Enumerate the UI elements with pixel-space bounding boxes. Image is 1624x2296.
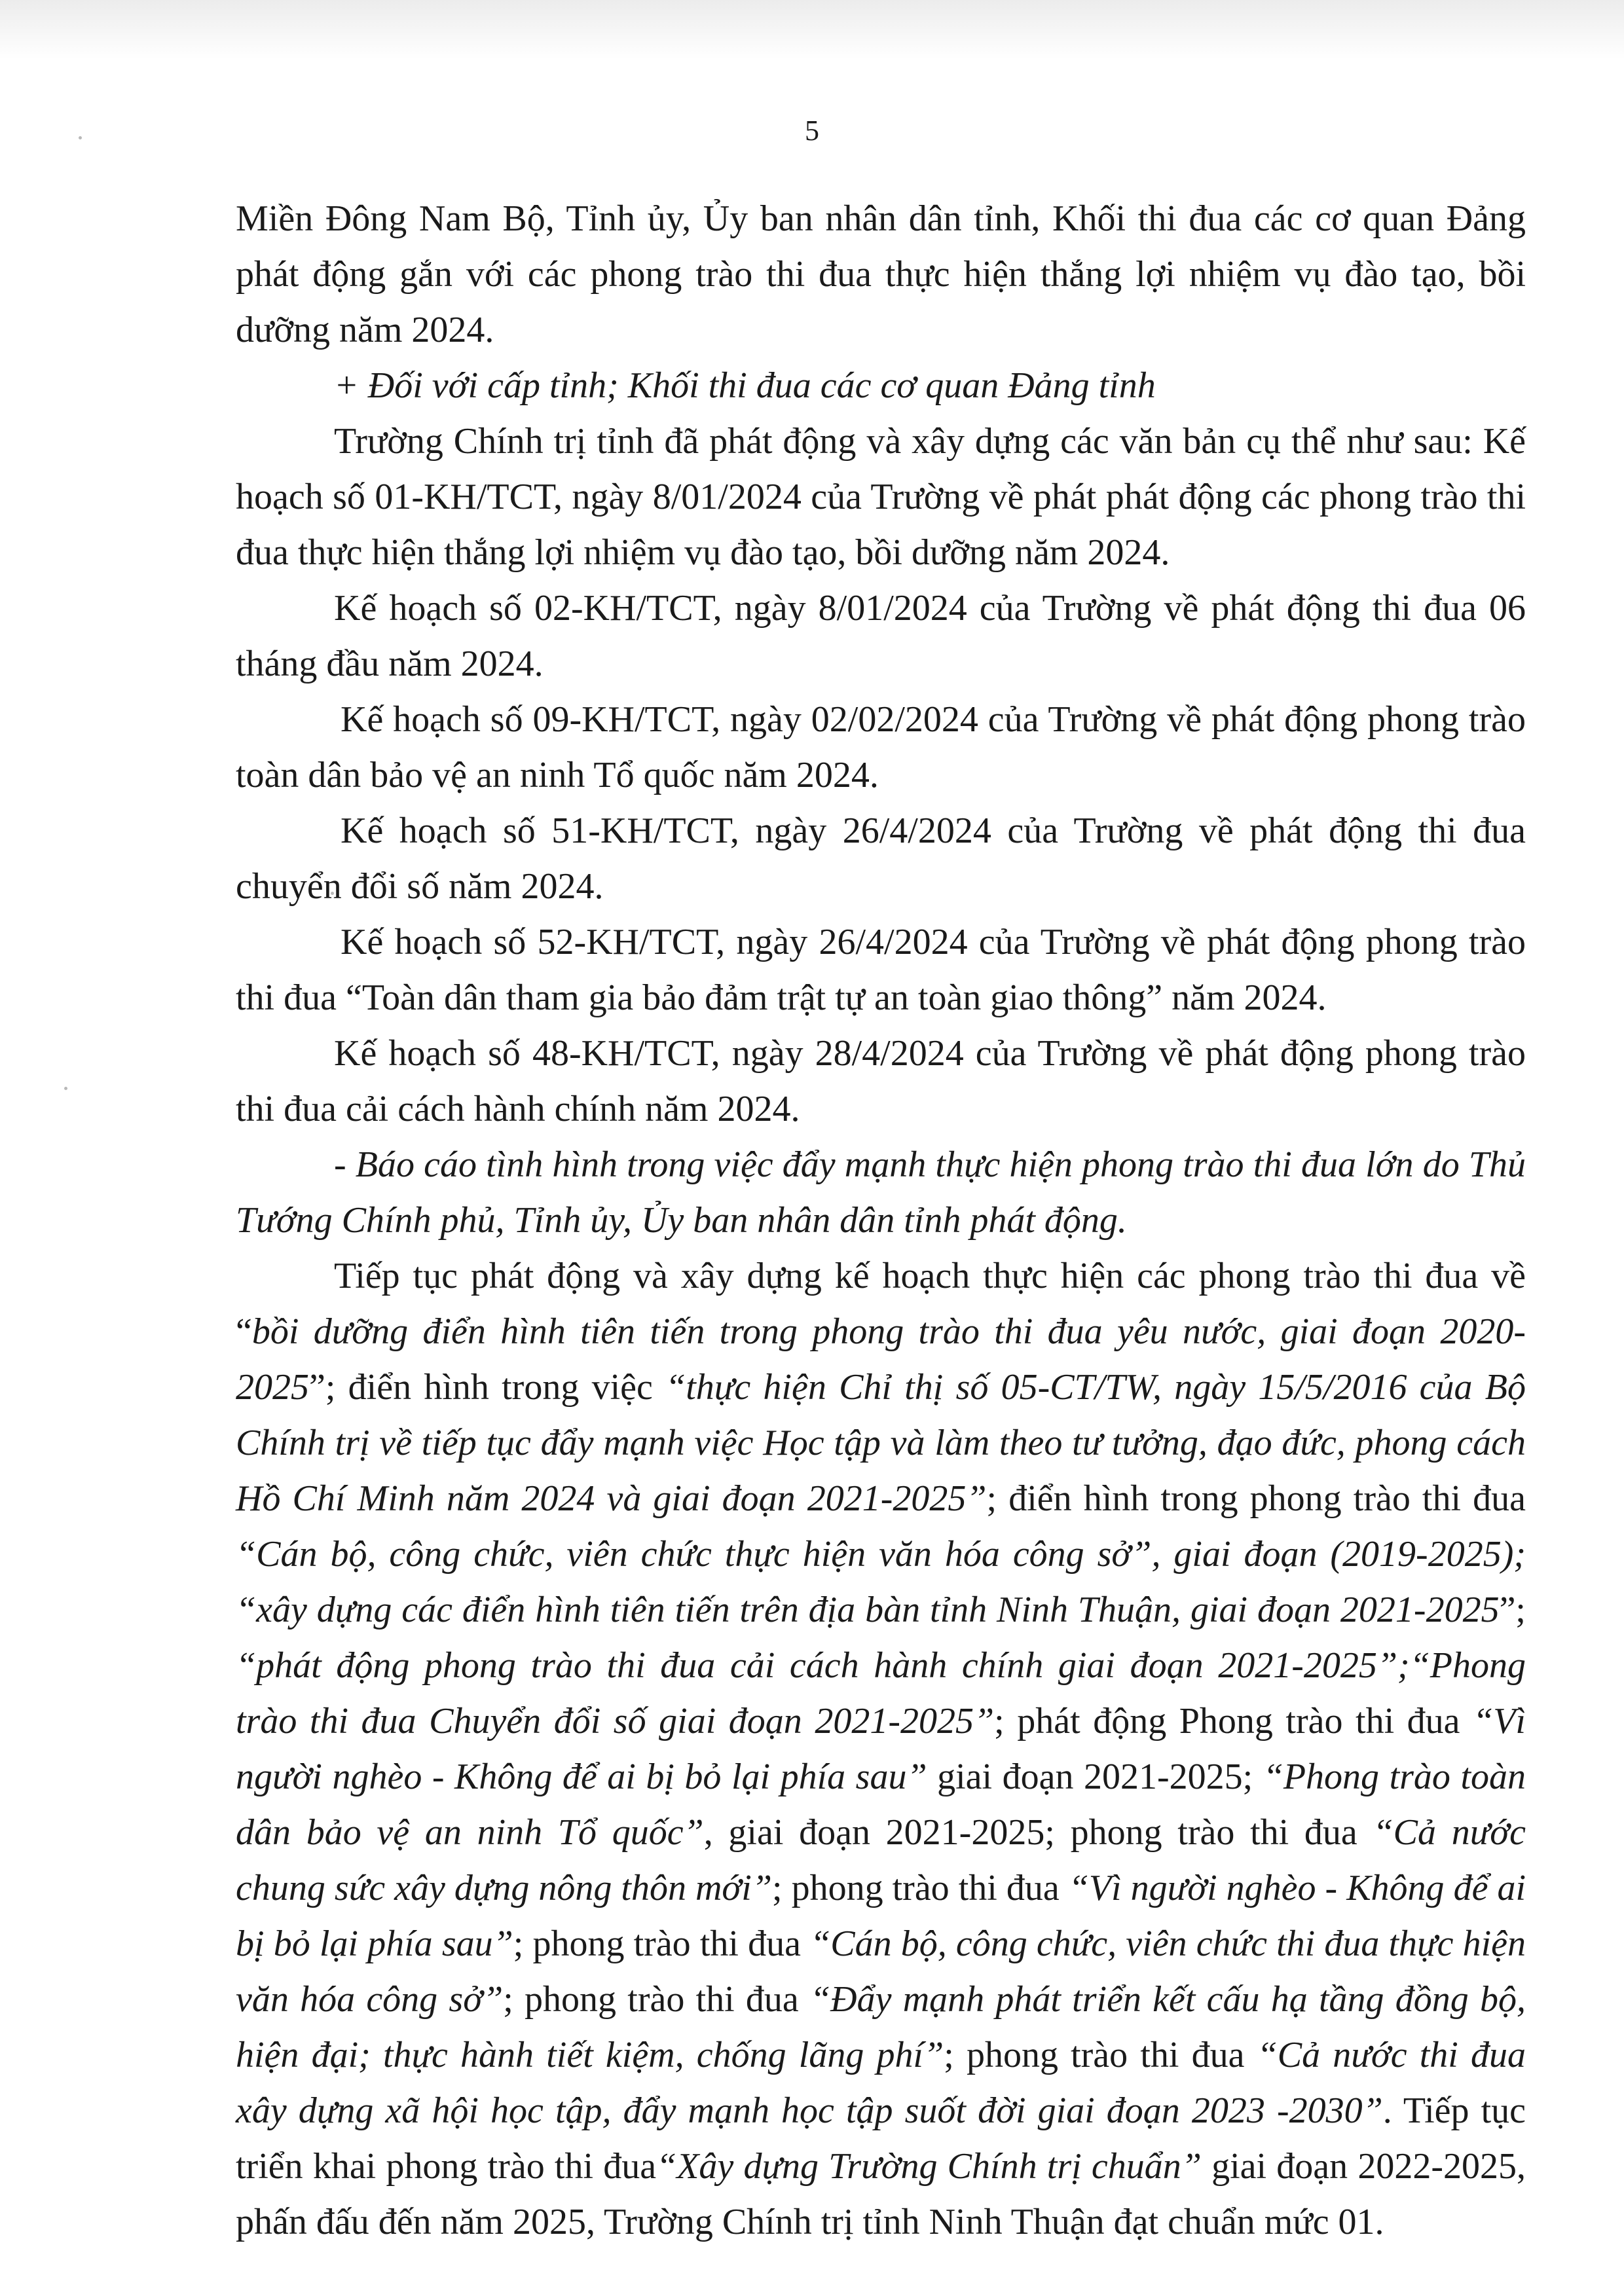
text-run: “Xây dựng Trường Chính trị chuẩn”	[656, 2146, 1202, 2187]
section-heading: + Đối với cấp tỉnh; Khối thi đua các cơ quan Đảng tỉnh	[334, 365, 1156, 406]
text-run: . Tiếp tục triển khai phong trào thi đua	[236, 2090, 1526, 2187]
paragraph: Kế hoạch số 51-KH/TCT, ngày 26/4/2024 của Trường về phát động thi đua chuyển đổi số năm 2024.	[236, 811, 1526, 907]
text-run: Tiếp tục phát động và xây dựng kế hoạch thực hiện các phong trào thi đua về “	[236, 1256, 1526, 1352]
text-run: ; phong trào thi đua	[944, 2035, 1257, 2075]
text-run: “Cả nước thi đua xây dựng xã hội học tập, đẩy mạnh học tập suốt đời giai đoạn 2023 -2030”	[236, 2035, 1526, 2131]
paragraph: Miền Đông Nam Bộ, Tỉnh ủy, Ủy ban nhân dân tỉnh, Khối thi đua các cơ quan Đảng phát động gắn với các phong trào thi đua thực hiện thắng lợi nhiệm vụ đào tạo, bồi dưỡng năm 2024.	[236, 198, 1526, 350]
text-run: ; phát động Phong trào thi đua	[994, 1701, 1473, 1741]
text-run: “Đẩy mạnh phát triển kết cấu hạ tầng đồng bộ, hiện đại; thực hành tiết kiệm, chống lãng phí”	[236, 1979, 1526, 2075]
section-heading: - Báo cáo tình hình trong việc đẩy mạnh thực hiện phong trào thi đua lớn do Thủ Tướng Chính phủ, Tỉnh ủy, Ủy ban nhân dân tỉnh phát động.	[236, 1144, 1526, 1241]
text-run: ; phong trào thi đua	[513, 1923, 811, 1964]
text-run: ; phong trào thi đua	[503, 1979, 811, 2020]
text-run: ”; điển hình trong việc	[309, 1367, 666, 1408]
text-run: giai đoạn 2022-2025, phấn đấu đến năm 2025, Trường Chính trị tỉnh Ninh Thuận đạt chuẩn mức 01.	[236, 2146, 1526, 2242]
text-run: “Cán bộ, công chức, viên chức thực hiện văn hóa công sở”, giai đoạn (2019-2025); “xây dựng các điển hình tiên tiến trên địa bàn tỉnh Ninh Thuận, giai đoạn 2021-2025	[236, 1534, 1526, 1630]
text-run: “thực hiện Chỉ thị số 05-CT/TW, ngày 15/5/2016 của Bộ Chính trị về tiếp tục đẩy mạnh việc Học tập và làm theo tư tưởng, đạo đức, phong cách Hồ Chí Minh năm 2024 và giai đoạn 2021-2025”	[236, 1367, 1526, 1519]
paragraph: Trường Chính trị tỉnh đã phát động và xây dựng các văn bản cụ thể như sau: Kế hoạch số 01-KH/TCT, ngày 8/01/2024 của Trường về phát phát động các phong trào thi đua thực hiện thắng lợi nhiệm vụ đào tạo, bồi dưỡng năm 2024.	[236, 421, 1526, 573]
text-run: ; điển hình trong phong trào thi đua	[986, 1478, 1526, 1519]
paragraph: Kế hoạch số 09-KH/TCT, ngày 02/02/2024 của Trường về phát động phong trào toàn dân bảo vệ an ninh Tổ quốc năm 2024.	[236, 699, 1526, 795]
text-run: “Vì người nghèo - Không để ai bị bỏ lại phía sau”	[236, 1701, 1526, 1797]
text-run: “Phong trào toàn dân bảo vệ an ninh Tổ quốc”	[236, 1757, 1526, 1853]
text-run: “phát động phong trào thi đua cải cách hành chính giai đoạn 2021-2025”;“Phong trào thi đua Chuyển đổi số giai đoạn 2021-2025”	[236, 1645, 1526, 1741]
paragraph: Kế hoạch số 52-KH/TCT, ngày 26/4/2024 của Trường về phát động phong trào thi đua “Toàn dân tham gia bảo đảm trật tự an toàn giao thông” năm 2024.	[236, 922, 1526, 1018]
paragraph: Kế hoạch số 02-KH/TCT, ngày 8/01/2024 của Trường về phát động thi đua 06 tháng đầu năm 2024.	[236, 588, 1526, 684]
text-run: , giai đoạn 2021-2025; phong trào thi đua	[703, 1812, 1373, 1853]
text-run: “Vì người nghèo - Không để ai bị bỏ lại phía sau”	[236, 1868, 1526, 1964]
page-number: 5	[805, 115, 819, 147]
text-run: “Cả nước chung sức xây dựng nông thôn mới”	[236, 1812, 1526, 1908]
document-body	[236, 191, 1526, 2250]
text-run: ”;	[1499, 1590, 1526, 1630]
text-run: giai đoạn 2021-2025;	[927, 1757, 1263, 1797]
paragraph: Kế hoạch số 48-KH/TCT, ngày 28/4/2024 của Trường về phát động phong trào thi đua cải cách hành chính năm 2024.	[236, 1033, 1526, 1129]
text-run: ; phong trào thi đua	[772, 1868, 1069, 1908]
text-run: “Cán bộ, công chức, viên chức thi đua thực hiện văn hóa công sở”	[236, 1923, 1526, 2020]
paragraph	[236, 1248, 1526, 2250]
text-run: bồi dưỡng điển hình tiên tiến trong phong trào thi đua yêu nước, giai đoạn 2020-2025	[236, 1311, 1526, 1408]
scan-speck	[64, 1087, 67, 1090]
scan-top-edge	[0, 0, 1624, 59]
